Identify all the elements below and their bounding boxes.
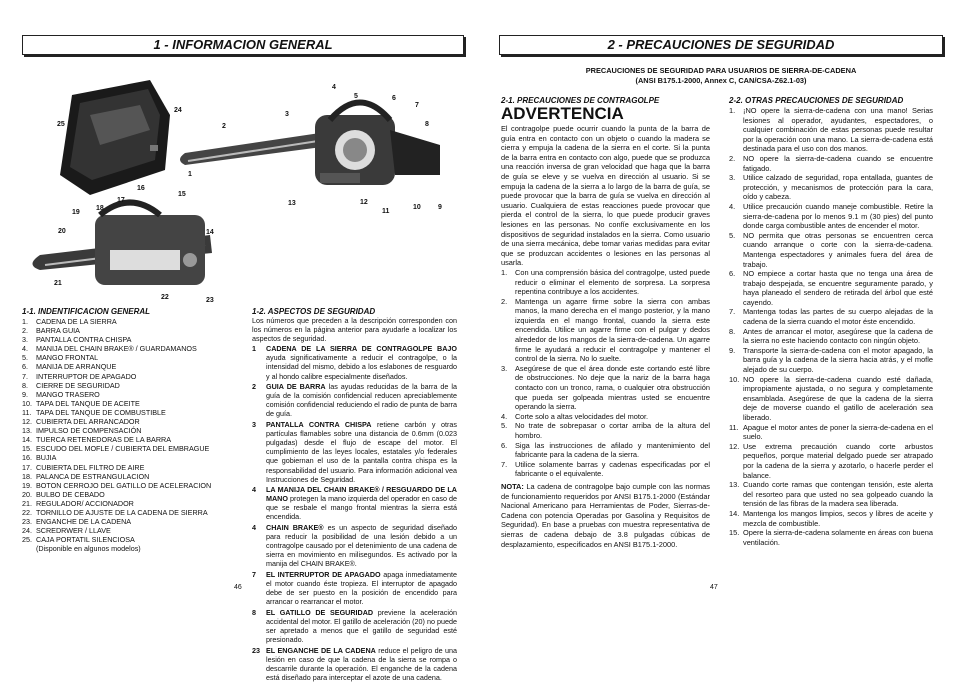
item-number: 17. [22,462,32,472]
item-number: 9. [22,389,28,399]
item-text: Utilice solamente barras y cadenas especificadas por el fabricante o el equivalente. [515,459,710,479]
kickback-list-item [501,441,710,460]
item-text: PANTALLA CONTRA CHISPA [36,335,132,345]
section-title: 1-1. INDENTIFICACION GENERAL [22,307,151,316]
item-text: MANIJA DEL CHAIN BRAKE® / GUARDAMANOS [36,344,197,354]
kickback-list-item [501,364,710,412]
callout: 7 [415,102,419,109]
item-number: 14. [729,508,740,518]
parts-list-item [22,472,252,481]
safety-feature-item [252,608,457,644]
precaution-list-item [729,154,933,173]
item-number: 7 [252,570,256,580]
item-text: NO opere la sierra-de-cadena cuando se encuentre fatigado. [743,153,933,173]
item-number: 16. [22,453,32,463]
item-number: 12. [22,417,32,427]
precaution-list-item [729,269,933,307]
item-number: 4. [22,344,28,354]
item-text: PALANCA DE ESTRANGULACION [36,471,150,481]
item-number: 14. [22,435,32,445]
item-text: BULBO DE CEBADO [36,489,105,499]
kickback-list-item [501,268,710,297]
precaution-list-item [729,346,933,375]
item-number: 21. [22,498,32,508]
section-title: 1-2. ASPECTOS DE SEGURIDAD [252,307,376,316]
item-description: es un aspecto de seguridad diseñado para reducir la posibilidad de una lesión debido a un contragolpe causado por el detenimiento de una cadena de sierra en movimiento en milisegundos. Es activado por la manija del CHAIN BRAKE®. [266,523,458,569]
item-number: 11. [729,422,739,432]
item-text [266,485,457,521]
item-description: protegen la mano izquierda del operador en caso de que se resbale el mango frontal mientras la sierra está encendida. [266,494,457,522]
callout: 10 [413,204,421,211]
callout: 24 [174,107,182,114]
item-number: 10. [22,398,32,408]
callout: 25 [57,121,65,128]
item-number: 2. [22,326,28,336]
item-text: CIERRE DE SEGURIDAD [36,380,120,390]
callout: 3 [285,111,289,118]
item-number: 6. [22,362,28,372]
safety-feature-item [252,344,457,380]
item-text [266,646,457,682]
item-text: Cuando corte ramas que contengan tensión, este alerta del resorteo para que usted no sea golpeado cuando la tensión de las fibras de la madera sea liberada. [743,480,933,509]
safety-title-line2: (ANSI B175.1-2000, Annex C, CAN/CSA-Z62.1-03) [635,75,807,85]
precaution-list-item [729,423,933,442]
item-number: 1. [501,267,508,277]
precaution-list-item [729,375,933,423]
kickback-list [501,268,710,479]
safety-feature-item [252,485,457,521]
item-text: No trate de sobrepasar o cortar arriba de la altura del hombro. [515,421,710,440]
item-number: 20. [22,489,32,499]
item-text: ESCUDO DEL MOFLE / CUBIERTA DEL EMBRAGUE [36,444,210,454]
item-text: ENGANCHE DE LA CADENA [36,517,132,527]
item-text: ¡NO opere la sierra-de-cadena con una mano! Serias lesiones al operador, ayudantes, espectadores, o cualquier combinación de estas personas puede resultar por la operación con una mano. La sierra-de-cadena está destinada para el uso con dos manos. [743,106,933,154]
item-text: NO empiece a cortar hasta que no tenga una área de trabajo despejada, se encuentre seguramente parado, y haya planeado el sendero de retirada del árbol que esté cayendo. [743,269,933,307]
item-text: Siga las instrucciones de afilado y mantenimiento del fabricante para la cadena de la sierra. [515,440,710,460]
note-text: La cadena de contragolpe bajo cumple con las normas de funcionamiento requeridos por ANSI B175.1-2000 (Estándar Nacional Americano para Herramientas de Poder, Sierras-de-Cadena con potencia Operadas por Gasolina y Requisitos de Seguridad). En base a pruebas con muestra representativa de sierras de cadena debajo de 3.8 pulgadas cúbicas de desplazamiento, especificados en ANSI B175.1-2000. [501,481,710,549]
parts-list-item [22,326,252,335]
page-number: 47 [710,584,718,591]
safety-feature-item [252,523,457,568]
parts-list-item [22,499,252,508]
parts-list-item [22,481,252,490]
item-number: 2. [729,153,736,163]
callout: 8 [425,121,429,128]
safety-features-section [252,307,457,684]
item-number: 15. [22,444,32,454]
parts-list [22,317,252,553]
item-description: las ayudas reducidas de la barra de la guía de la comisión confidencial reducen apreciablemente comisión confidencial reduciendo el radio de punta de barra de guía. [266,382,457,419]
item-number [22,544,36,553]
item-text: Asegúrese de que el área donde este cortando esté libre de obstrucciones. No deje que la nariz de la barra haga contacto con un tronco, rama, o cualquier otra obstrucción que pueda ser golpeada mientras usted se encuentre operando la sierra. [515,363,710,412]
item-text: Mantenga los mangos limpios, secos y libres de aceite y mezcla de combustible. [743,508,933,528]
safety-title-line1: PRECAUCIONES DE SEGURIDAD PARA USUARIOS DE SIERRA-DE-CADENA [585,66,857,75]
item-number: 11. [22,407,32,417]
item-text: Antes de arrancar el motor, asegúrese que la cadena de la sierra no este haciendo contacto con ningún objeto. [743,326,933,346]
item-text [266,382,457,418]
item-number: 4. [501,411,508,421]
callout: 22 [161,294,169,301]
item-text: MANIJA DE ARRANQUE [36,362,117,372]
item-bold-label: EL ENGANCHE DE LA CADENA [266,645,376,655]
callout: 4 [332,84,336,91]
item-number: 4 [252,523,256,533]
parts-list-item [22,335,252,344]
item-number: 1. [22,317,28,326]
note-label: NOTA: [501,481,524,491]
item-number: 3. [501,363,508,373]
callout: 1 [188,171,192,178]
parts-list-item [22,372,252,381]
kickback-list-item [501,297,710,364]
warning-heading: ADVERTENCIA [501,104,624,123]
section-header-title: 2 - PRECAUCIONES DE SEGURIDAD [607,37,835,52]
section-title: 2-2. OTRAS PRECAUCIONES DE SEGURIDAD [729,96,904,105]
safety-intro: Los números que preceden a la descripción corresponden con los números en la página anterior para ayudarle a localizar los aspectos de seguridad. [252,316,457,344]
item-number: 4. [729,201,736,211]
item-text: MANGO FRONTAL [36,353,99,363]
item-text: TUERCA RETENEDORAS DE LA BARRA [36,435,171,445]
item-number: 2 [252,382,256,392]
item-number: 15. [729,528,740,538]
safety-features-list [252,344,457,682]
item-text [266,608,457,644]
safety-feature-item [252,382,457,418]
item-number: 23 [252,645,260,655]
item-text: NO permita que otras personas se encuentren cerca cuando arranque o corte con la sierra-de-cadena. Mantenga espectadores y animales fuera del área de trabajo. [743,230,933,269]
item-bold-label: EL INTERRUPTOR DE APAGADO [266,570,381,580]
item-number: 3. [22,335,28,345]
callout: 17 [117,197,125,204]
callout: 23 [206,297,214,304]
callout: 9 [438,204,442,211]
item-text [266,344,457,380]
item-text: CUBIERTA DEL FILTRO DE AIRE [36,462,145,472]
other-precautions-list [729,106,933,547]
precaution-list-item [729,307,933,326]
other-precautions-section [729,96,933,547]
item-description: apaga inmediatamente el motor cuando éste tropieza. El interruptor de apagado debe de ser puesto en la posición de encendido para arrancar o rearrancar el motor. [266,570,457,607]
parts-list-item [22,399,252,408]
safety-title-block [499,66,943,85]
item-text: Corte solo a altas velocidades del motor. [515,411,649,421]
precaution-list-item [729,528,933,547]
item-text: NO opere la sierra-de-cadena cuando esté dañada, impropiamente ajustada, o no segura y completamente ensamblada. Asegúrese de que la cadena de la sierra deje de moverse cuando el gatillo de aceleración sea liberado. [743,374,933,422]
item-bold-label: PANTALLA CONTRA CHISPA [266,420,372,430]
parts-list-item [22,344,252,353]
safety-feature-item [252,646,457,682]
item-number: 13. [729,480,740,490]
callout: 2 [222,123,226,130]
item-number: 7. [729,307,736,317]
item-description: previene la aceleración accidental del motor. El gatillo de aceleración (20) no puede ser apretado a menos que el gatillo de seguridad esté presionado. [266,607,457,645]
precaution-list-item [729,480,933,509]
item-text: Utilice calzado de seguridad, ropa entallada, guantes de protección, y mecanismos de protección para la cara, oído y cabeza. [743,173,933,202]
parts-list-item [22,490,252,499]
item-text: IMPULSO DE COMPENSACIÓN [36,426,142,436]
precaution-list-item [729,442,933,480]
parts-list-item [22,381,252,390]
item-text: CUBIERTA DEL ARRANCADOR [36,417,140,427]
item-number: 8 [252,607,256,617]
item-text: MANGO TRASERO [36,389,100,399]
item-number: 18. [22,471,32,481]
page-number: 46 [234,584,242,591]
item-description: retiene carbón y otras partículas flamables sobre una distancia de 0.6mm (0.023 pulgadas) desde el flujo de escape del motor. El cumplimiento de las leyes locales, estatales y/o federales que gobiernan el uso de la pantalla contra chispa es la responsabilidad del usuario. Para información adicional vea Instrucciones de Seguridad. [266,420,457,484]
callout: 13 [288,200,296,207]
parts-list-item [22,390,252,399]
item-number: 7. [22,371,28,381]
item-text: CADENA DE LA SIERRA [36,317,117,326]
item-text: SCREDRWER / LLAVE [36,526,111,536]
precaution-list-item [729,231,933,269]
kickback-list-item [501,421,710,440]
item-number: 10. [729,374,740,384]
general-identification-section [22,307,252,553]
item-number: 19. [22,480,32,490]
item-bold-label: LA MANIJA DEL CHAIN BRAKE® / RESGUARDO DE LA MANO [266,485,457,504]
parts-list-item [22,435,252,444]
callout: 19 [72,209,80,216]
safety-feature-item [252,570,457,606]
callout: 18 [96,205,104,212]
item-number: 2. [501,296,508,306]
item-text [266,420,457,484]
item-number: 8. [22,380,28,390]
item-bold-label: CHAIN BRAKE® [266,523,324,533]
item-number: 22. [22,507,32,517]
callout: 21 [54,280,62,287]
item-number: 25. [22,535,32,545]
kickback-list-item [501,460,710,479]
item-text: Apague el motor antes de poner la sierra-de-cadena en el suelo. [743,422,933,442]
item-number: 23. [22,517,32,527]
item-number: 5. [729,230,736,240]
item-text: TAPA DEL TANQUE DE COMBUSTIBLE [36,407,166,417]
item-description: reduce el peligro de una lesión en caso de que la cadena de la sierra se rompa o descarrile durante la operación. El enganche de la cadena está diseñado para interceptar el azote de una cadena. [266,645,457,683]
item-number: 4 [252,485,256,495]
item-number: 12. [729,441,740,451]
item-text: BOTON CERROJO DEL GATILLO DE ACELERACION [36,480,212,490]
parts-list-item [22,544,252,553]
kickback-paragraph: El contragolpe puede ocurrir cuando la punta de la barra de guía entra en contacto con un objeto o cuando la madera se cierra y empuja la cadena de la sierra en el corte. Si la punta de la barra entra en contacto con algo, puede que se produzca una reacción inversa de gran velocidad que haga que la barra de guía se eleve y se vuelva en dirección al usuario. Si se empuja la cadena de la sierra a lo largo de la barra de guía, se puede provocar que la barra de guía se vuelva en dirección al usuario. Cualquiera de estas reacciones puede provocar que pierda el control de la sierra, lo que puede producir graves lesiones en las personas. No confíe exclusivamente en los dispositivos de seguridad instalados en la sierra. Como usuario de una sierra mecánica, debe tomar varias medidas para evitar que se produzcan accidentes o lesiones en las personas al usarla. [501,124,710,268]
callout: 6 [392,95,396,102]
callout: 5 [354,93,358,100]
safety-feature-item [252,420,457,484]
parts-list-item [22,426,252,435]
callout-numbers [0,0,480,304]
section-header-safety-precautions [499,35,943,55]
item-number: 9. [729,345,736,355]
precaution-list-item [729,327,933,346]
parts-list-item [22,362,252,371]
parts-list-item [22,444,252,453]
item-text: Opere la sierra-de-cadena solamente en áreas con buena ventilación. [743,528,933,547]
item-text: TORNILLO DE AJUSTE DE LA CADENA DE SIERRA [36,507,208,517]
parts-list-item [22,463,252,472]
kickback-list-item [501,412,710,422]
item-number: 5. [501,421,508,431]
precaution-list-item [729,202,933,231]
parts-list-item [22,317,252,326]
precaution-list-item [729,173,933,202]
parts-list-item [22,508,252,517]
item-text: REGULADOR/ ACCIONADOR [36,498,134,508]
item-bold-label: CADENA DE LA SIERRA DE CONTRAGOLPE BAJO [266,344,457,354]
precaution-list-item [729,106,933,154]
callout: 15 [178,191,186,198]
item-text: TAPA DEL TANQUE DE ACEITE [36,398,140,408]
item-number: 24. [22,526,32,536]
item-number: 5. [22,353,28,363]
callout: 20 [58,228,66,235]
item-text: BARRA GUIA [36,326,80,336]
item-number: 1 [252,344,256,354]
section-title: 2-1. PRECAUCIONES DE CONTRAGOLPE [501,96,660,105]
callout: 12 [360,199,368,206]
item-text: INTERRUPTOR DE APAGADO [36,371,137,381]
item-number: 13. [22,426,32,436]
parts-list-item [22,353,252,362]
item-text: Utilice precaución cuando maneje combustible. Retire la sierra-de-cadena por lo menos 9.1 m (30 pies) del punto donde carga combustible antes de encender el motor. [743,201,933,231]
item-text: (Disponible en algunos modelos) [36,544,141,554]
kickback-note [501,482,710,549]
item-bold-label: EL GATILLO DE SEGURIDAD [266,607,374,617]
parts-list-item [22,535,252,544]
callout: 11 [382,208,390,215]
item-text: BUJIA [36,453,57,463]
parts-list-item [22,517,252,526]
parts-list-item [22,417,252,426]
precaution-list-item [729,509,933,528]
kickback-section [501,96,710,549]
item-text: Con una comprensión básica del contragolpe, usted puede reducir o eliminar el elemento de sorpresa. La sorpresa repentina contribuye a los accidentes. [515,267,710,297]
item-number: 7. [501,459,508,469]
item-number: 3 [252,420,256,430]
callout: 16 [137,185,145,192]
item-description: ayuda significativamente a reducir el contragolpe, o la intensidad del mismo, debido a los eslabones de resguardo y al hondo calibre especialmente diseñados. [266,353,457,381]
parts-list-item [22,526,252,535]
item-number: 6. [729,269,736,279]
item-number: 8. [729,326,736,336]
item-number: 3. [729,173,736,183]
item-text: Mantenga un agarre firme sobre la sierra con ambas manos, la mano derecha en el mango posterior, y la mano izquierda en el mango frontal, cuando la sierra este encendida. Utilice un agarre firme con el pulgar y dedos alrededor de los mangos de la sierra-de-cadena. Un agarre firme le ayudará a reducir el contragolpe y mantener el control de la sierra. No lo suelte. [515,296,710,364]
parts-list-item [22,453,252,462]
item-text: Mantenga todas las partes de su cuerpo alejadas de la cadena de la sierra cuando el motor éste encendido. [743,307,933,327]
item-number: 1. [729,106,736,115]
item-text: Use extrema precaución cuando corte arbustos pequeños, porque material delgado puede ser atrapado por la cadena de la sierra y azotarlo, o hacerle perder el balance. [743,441,933,480]
section-header-title: 1 - INFORMACION GENERAL [153,37,333,52]
parts-list-item [22,408,252,417]
callout: 14 [206,229,214,236]
item-text [266,523,457,568]
item-text: CAJA PORTATIL SILENCIOSA [36,535,135,545]
item-bold-label: GUIA DE BARRA [266,382,326,392]
item-text [266,570,457,606]
item-number: 6. [501,440,508,450]
item-text: Transporte la sierra-de-cadena con el motor apagado, la barra guía y la cadena de la sierra hacia atrás, y el mofle alejado de su cuerpo. [743,345,933,375]
